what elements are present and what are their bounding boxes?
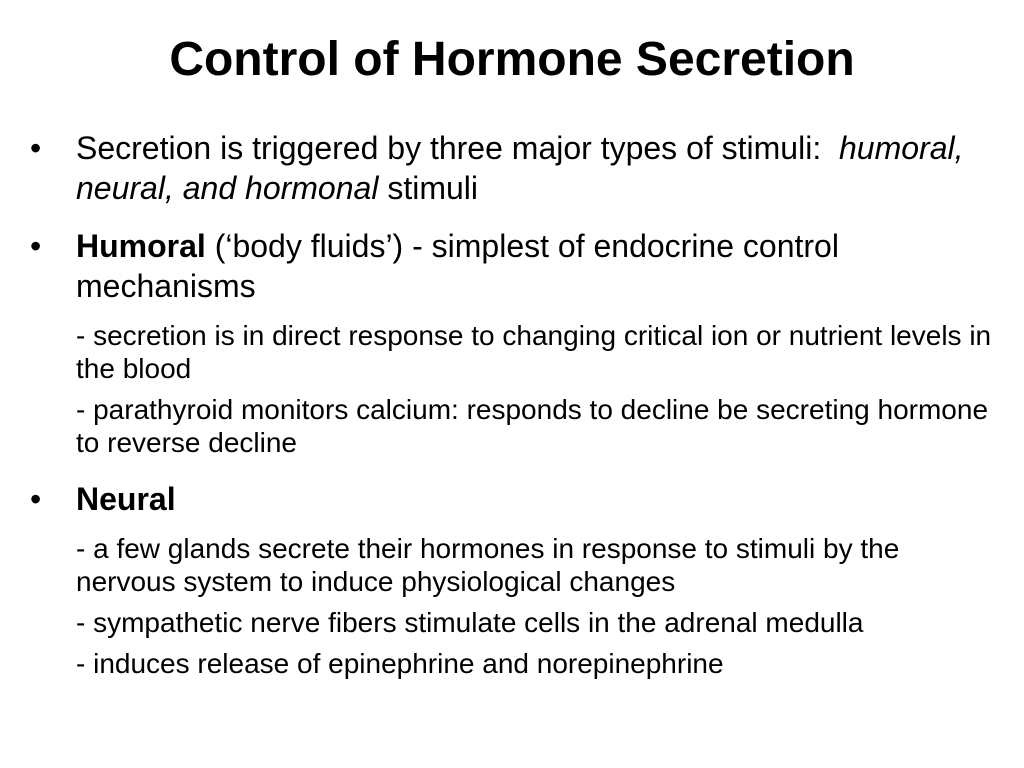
bullet-text-start: Secretion is triggered by three major types of stimuli: (76, 130, 822, 166)
sub-point-humoral-1: - secretion is in direct response to changing critical ion or nutrient levels in the blood (76, 320, 992, 384)
bullet-term-humoral: Humoral (76, 228, 206, 264)
sub-point-humoral-2: - parathyroid monitors calcium: responds to decline be secreting hormone to reverse decline (76, 394, 989, 458)
bullet-text-humoral: (‘body fluids’) - simplest of endocrine control mechanisms (76, 228, 839, 304)
bullet-text-end: stimuli (387, 170, 478, 206)
sub-point-neural-2: - sympathetic nerve fibers stimulate cells in the adrenal medulla (76, 607, 864, 638)
bullet-stimuli-types (30, 128, 1005, 208)
bullet-dot: • (30, 130, 42, 166)
bullet-dot: • (30, 481, 42, 517)
slide-title: Control of Hormone Secretion (169, 33, 855, 86)
slide-body (30, 128, 1005, 680)
sub-point-neural-3: - induces release of epinephrine and norepinephrine (76, 648, 724, 679)
bullet-term-neural: Neural (76, 481, 176, 517)
bullet-text-italic: humoral, neural, and hormonal (76, 130, 964, 206)
bullet-humoral (30, 226, 1005, 306)
sub-point-neural-1: - a few glands secrete their hormones in response to stimuli by the nervous system to induce physiological changes (76, 533, 900, 597)
bullet-dot: • (30, 228, 42, 264)
bullet-neural (30, 479, 1005, 519)
